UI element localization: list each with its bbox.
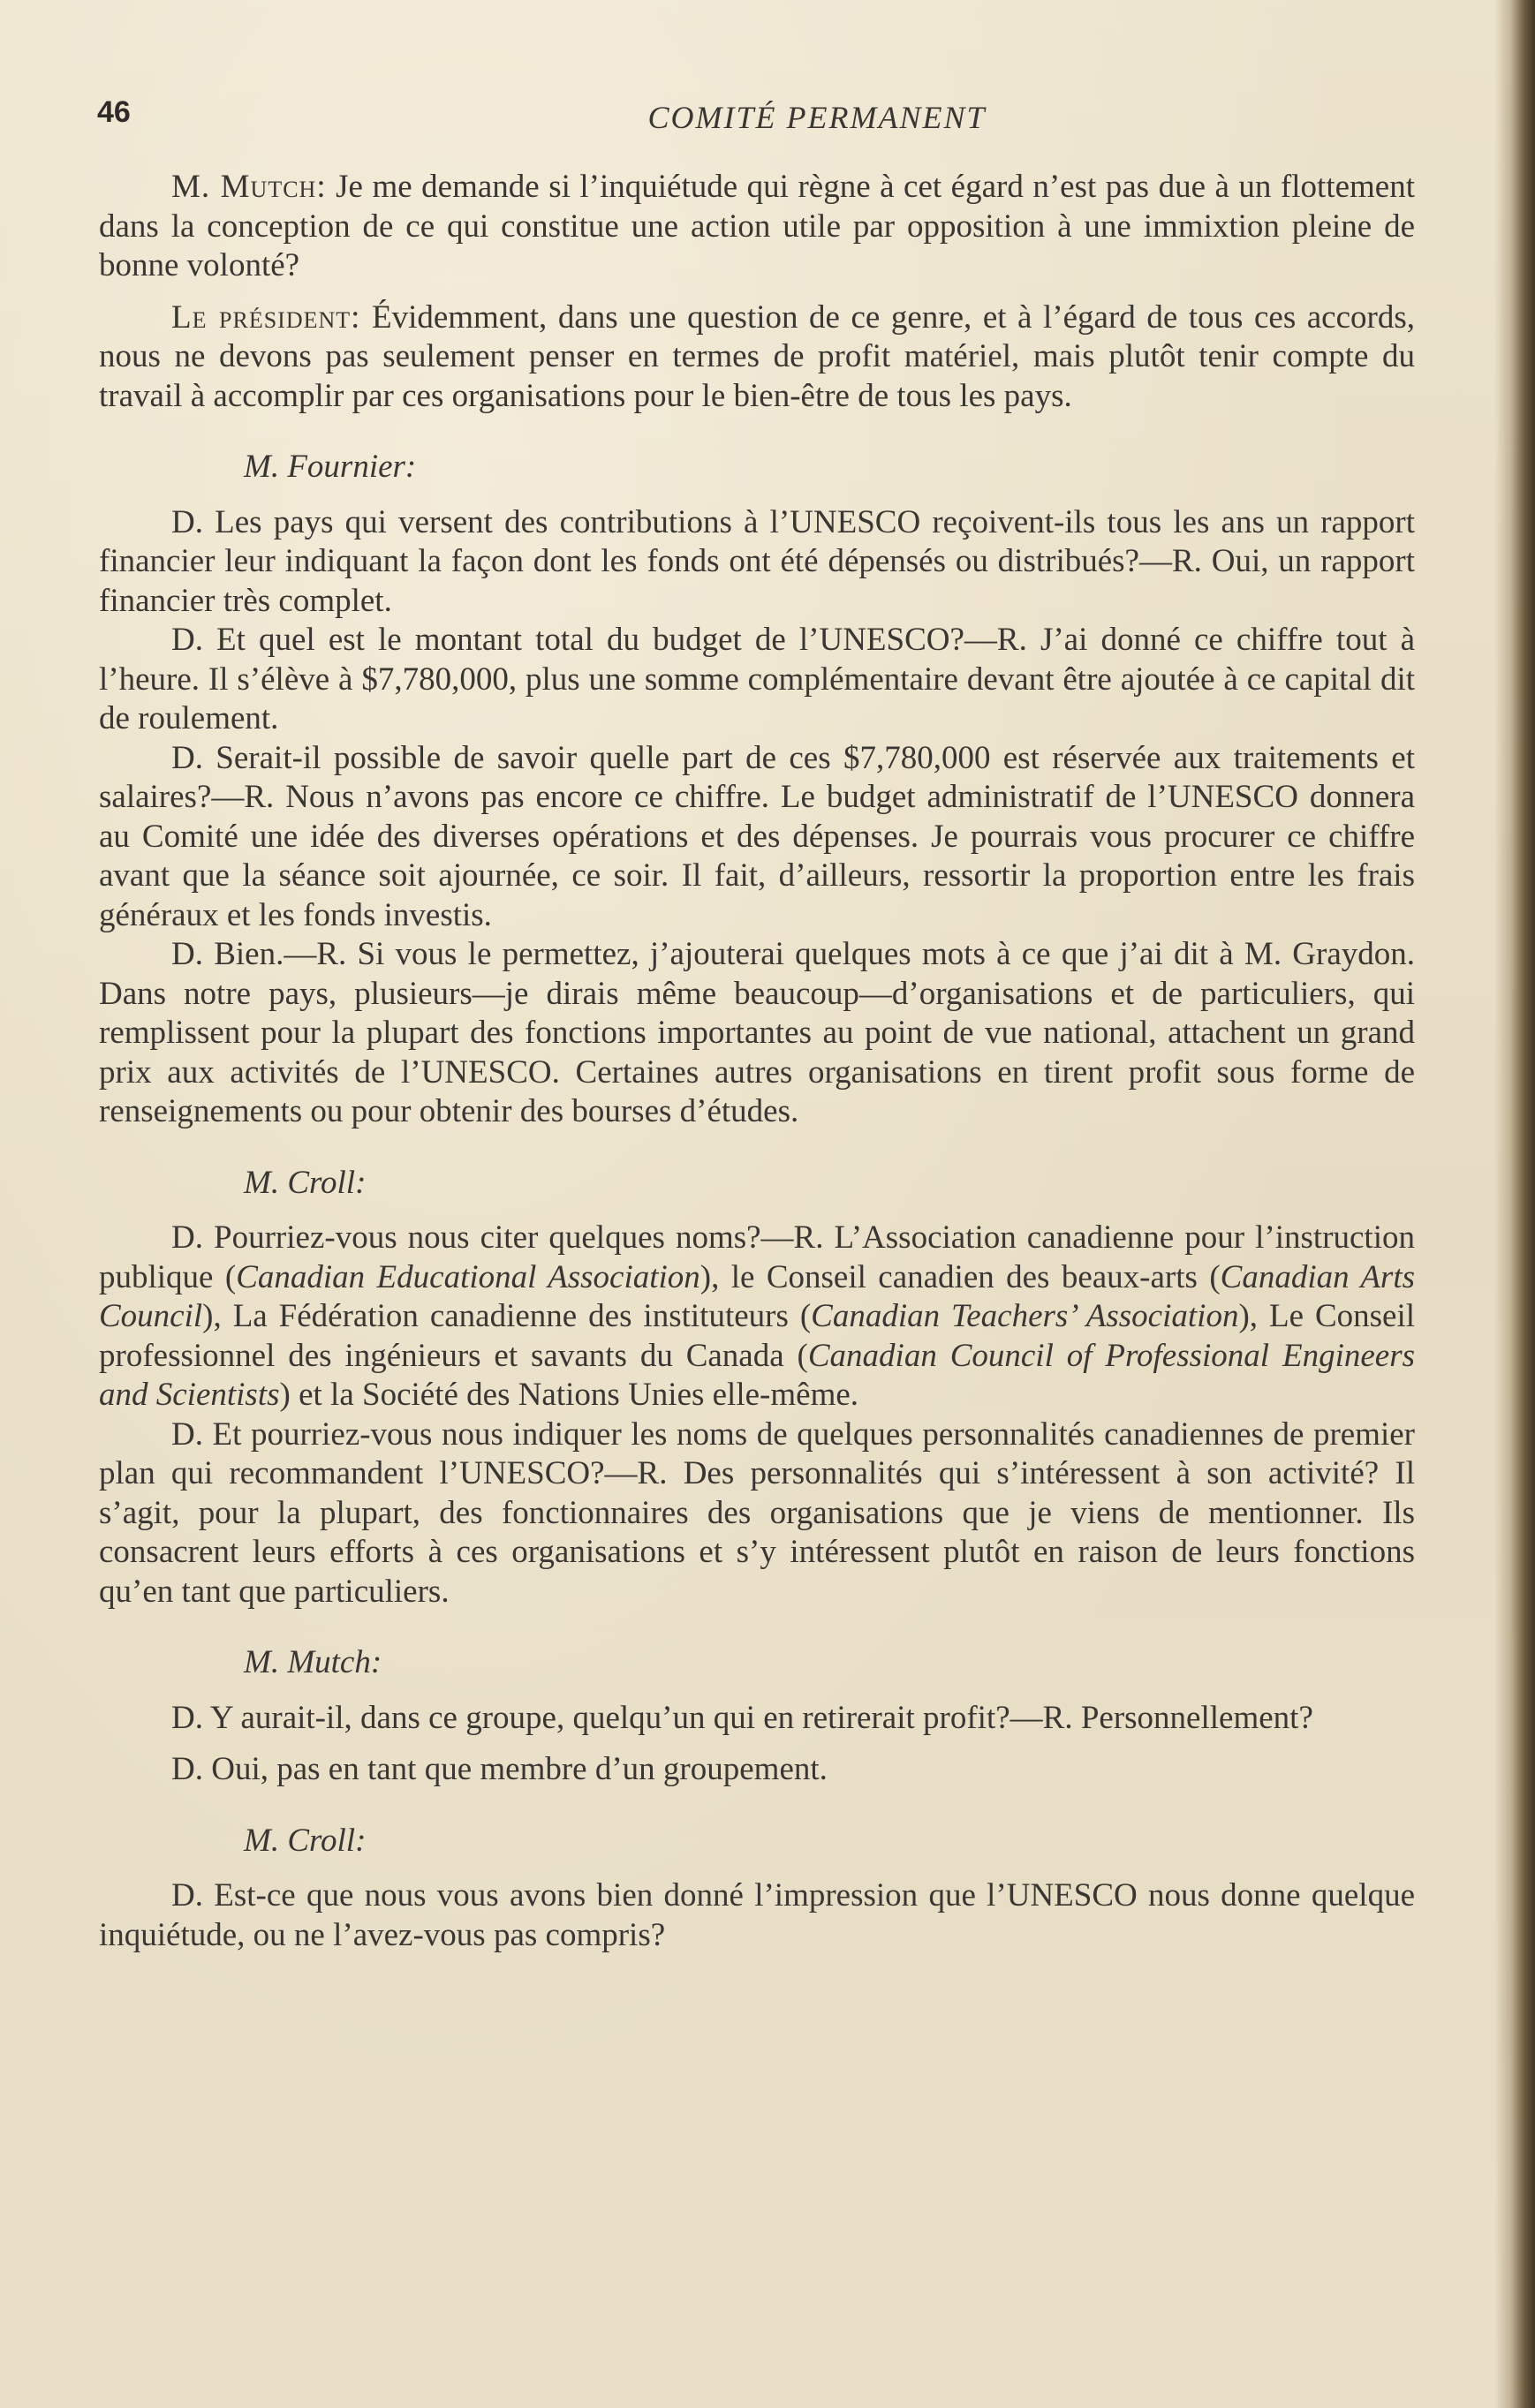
english-name: Canadian Educational Association [236, 1258, 700, 1295]
paragraph-mutch-question [99, 168, 1415, 286]
body-text [99, 168, 1415, 1955]
qa-paragraph: D. Est-ce que nous vous avons bien donné l’impression que l’UNESCO nous donne quelque inquiétude, ou ne l’avez-vous pas compris? [99, 1877, 1415, 1953]
qa-paragraph-organisations [99, 1219, 1415, 1415]
english-name: Canadian Arts Council [99, 1258, 1415, 1334]
qa-paragraph: D. Et pourriez-vous nous indiquer les noms de quelques personnalités canadiennes de premier plan qui recommandent l’UNESCO?—R. Des personnalités qui s’intéressent à son activité? Il s’agit, pour la plupart, des fonctionnaires des organisations que je viens de mentionner. Ils consacrent leurs efforts à ces organisations et s’y intéressent plutôt en raison de leurs fonctions qu’en tant que particuliers. [99, 1415, 1415, 1610]
speaker-name: M. Mutch: [171, 169, 327, 205]
text-run: D. Pourriez-vous nous citer quelques noms?—R. L’Association canadienne pour l’instruction publique ( [99, 1219, 1415, 1295]
page-header [97, 95, 1422, 140]
qa-paragraph: D. Oui, pas en tant que membre d’un groupement. [171, 1751, 828, 1787]
paragraph-text: Je me demande si l’inquiétude qui règne à cet égard n’est pas due à un flottement dans la conception de ce qui constitue une action utile par opposition à une immixtion pleine de bonne volonté? [99, 169, 1415, 283]
english-name: Canadian Teachers’ Association [811, 1298, 1239, 1334]
text-run: ), La Fédération canadienne des instituteurs ( [202, 1298, 812, 1334]
speaker-heading-croll: M. Croll: [244, 1822, 367, 1859]
running-title: COMITÉ PERMANENT [647, 100, 987, 135]
english-name: Canadian Council of Professional Engineers and Scientists [99, 1337, 1415, 1413]
text-run: ), Le Conseil professionnel des ingénieurs et savants du Canada ( [99, 1298, 1415, 1374]
text-run: ) et la Société des Nations Unies elle-même. [279, 1377, 859, 1413]
qa-paragraph: D. Et quel est le montant total du budget de l’UNESCO?—R. J’ai donné ce chiffre tout à l’heure. Il s’élève à $7,780,000, plus une somme complémentaire devant être ajoutée à ce capital dit de roulement. [99, 622, 1415, 736]
speaker-heading-fournier: M. Fournier: [244, 449, 417, 485]
qa-paragraph: D. Y aurait-il, dans ce groupe, quelqu’un qui en retirerait profit?—R. Personnellement? [171, 1699, 1313, 1736]
page-number: 46 [97, 95, 131, 129]
speaker-heading-mutch: M. Mutch: [244, 1644, 382, 1680]
speaker-name: Le président: [171, 298, 361, 336]
paragraph-text: Évidemment, dans une question de ce genre, et à l’égard de tous ces accords, nous ne devons pas seulement penser en termes de profit matériel, mais plutôt tenir compte du travail à accomplir par ces organisations pour le bien-être de tous les pays. [99, 298, 1415, 414]
qa-paragraph: D. Serait-il possible de savoir quelle part de ces $7,780,000 est réservée aux traitements et salaires?—R. Nous n’avons pas encore ce chiffre. Le budget administratif de l’UNESCO donnera au Comité une idée des diverses opérations et des dépenses. Je pourrais vous procurer ce chiffre avant que la séance soit ajournée, ce soir. Il fait, d’ailleurs, ressortir la proportion entre les frais généraux et les fonds investis. [99, 739, 1415, 933]
speaker-heading-croll: M. Croll: [244, 1164, 367, 1201]
text-run: ), le Conseil canadien des beaux-arts ( [699, 1258, 1221, 1295]
qa-paragraph: D. Bien.—R. Si vous le permettez, j’ajouterai quelques mots à ce que j’ai dit à M. Graydon. Dans notre pays, plusieurs—je dirais même beaucoup—d’organisations et de particuliers, qui remplissent pour la plupart des fonctions importantes au point de vue national, attachent un grand prix aux activités de l’UNESCO. Certaines autres organisations en tirent profit sous forme de renseignements ou pour obtenir des bourses d’études. [99, 936, 1415, 1129]
paragraph-president-reply [99, 298, 1415, 417]
book-binding-shadow [1494, 0, 1535, 2408]
qa-paragraph: D. Les pays qui versent des contributions à l’UNESCO reçoivent-ils tous les ans un rapport financier leur indiquant la façon dont les fonds ont été dépensés ou distribués?—R. Oui, un rapport financier très complet. [99, 503, 1415, 619]
